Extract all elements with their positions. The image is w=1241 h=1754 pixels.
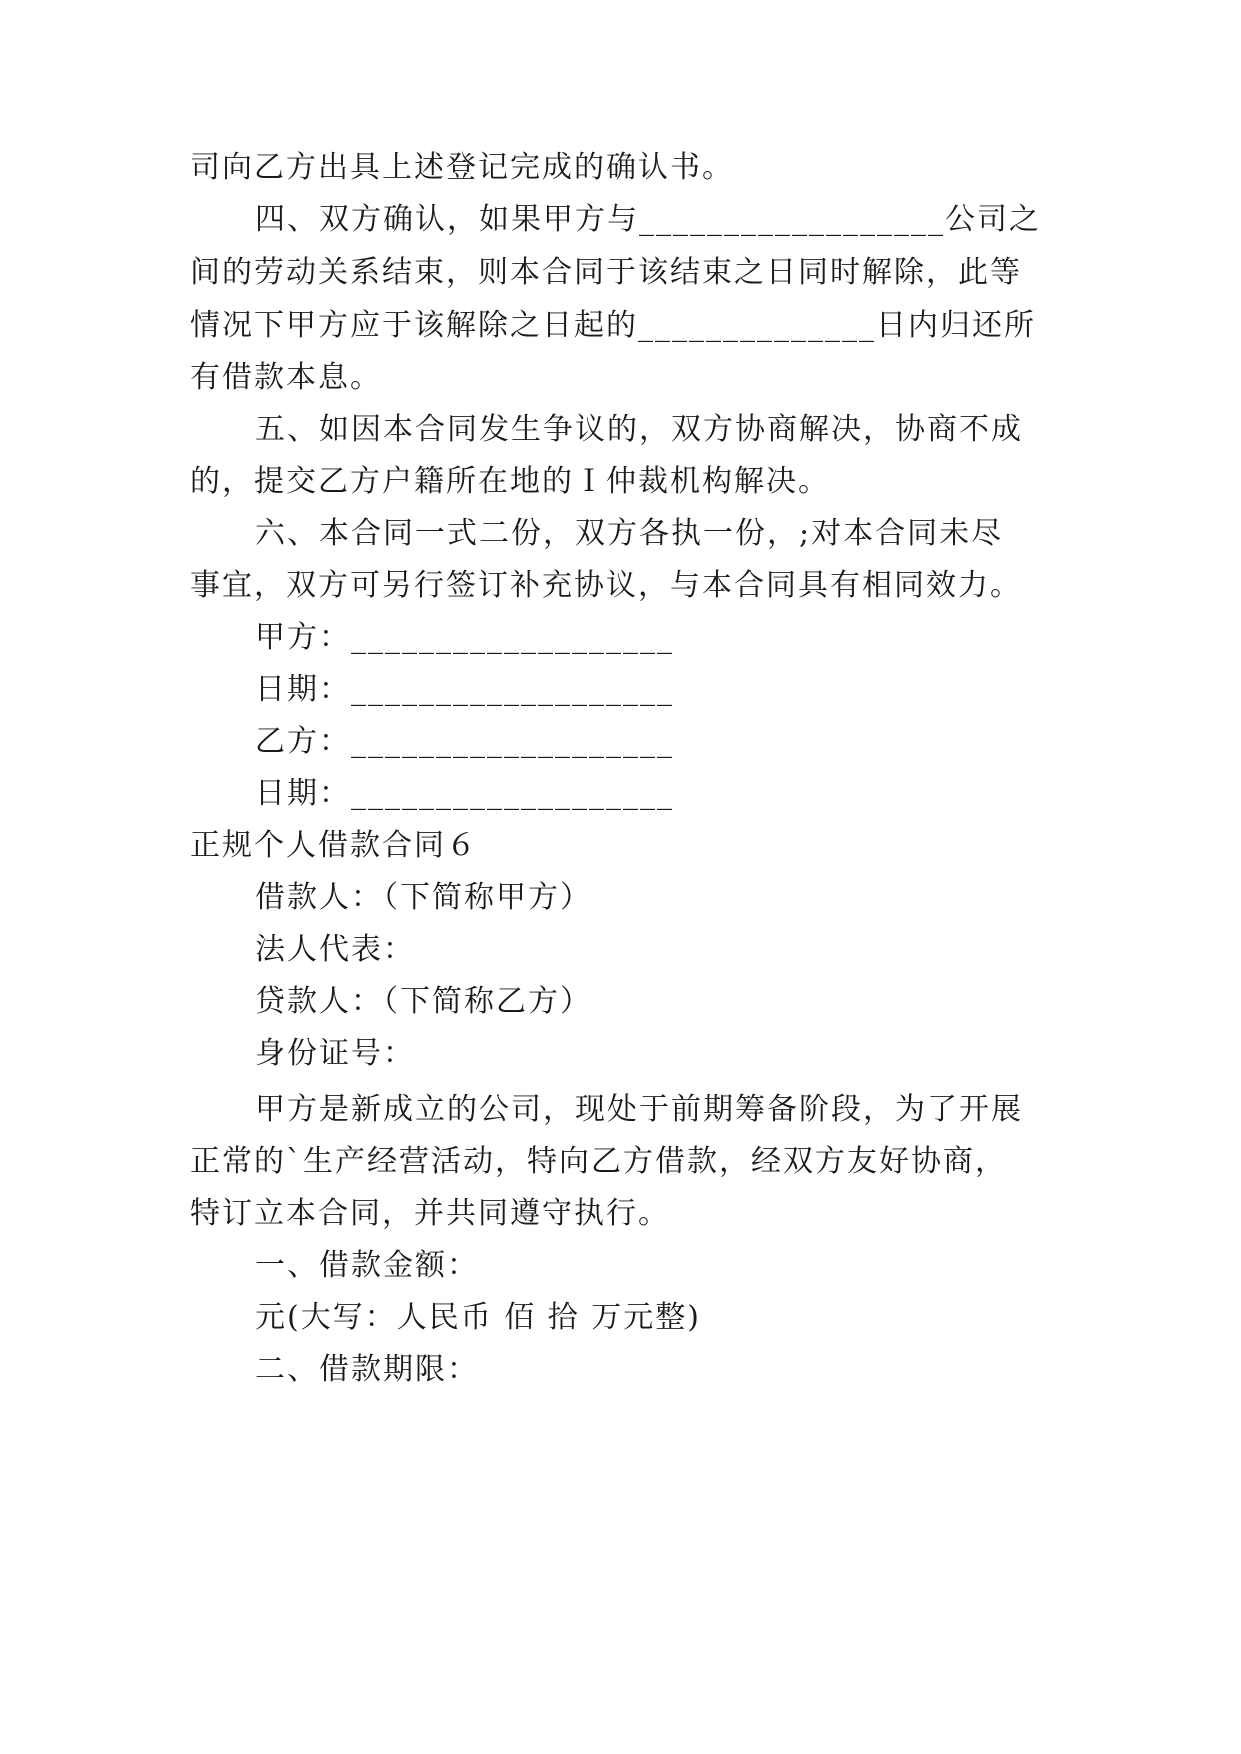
field-borrower: 借款人：（下简称甲方） [255, 880, 592, 915]
paragraph-line: 的，提交乙方户籍所在地的Ｉ仲裁机构解决。 [190, 464, 830, 499]
signature-line-party-b: 乙方：___________________ [255, 724, 674, 759]
clause-heading: 一、借款金额： [255, 1248, 479, 1283]
paragraph-line: 司向乙方出具上述登记完成的确认书。 [190, 150, 734, 185]
paragraph-line: 特订立本合同，并共同遵守执行。 [190, 1196, 670, 1231]
field-legal-representative: 法人代表： [255, 932, 415, 967]
clause-heading: 二、借款期限： [255, 1352, 479, 1387]
field-lender: 贷款人：（下简称乙方） [255, 984, 592, 1019]
paragraph-line: 五、如因本合同发生争议的，双方协商解决，协商不成 [255, 412, 1023, 447]
paragraph-line: 甲方是新成立的公司，现处于前期筹备阶段，为了开展 [255, 1092, 1023, 1127]
paragraph-line: 情况下甲方应于该解除之日起的______________日内归还所 [190, 308, 1036, 343]
paragraph-line: 间的劳动关系结束，则本合同于该结束之日同时解除，此等 [190, 255, 1022, 290]
signature-line-date: 日期：___________________ [255, 776, 674, 811]
paragraph-line: 正常的`生产经营活动，特向乙方借款，经双方友好协商， [190, 1144, 1007, 1179]
paragraph-line: 有借款本息。 [190, 360, 382, 395]
paragraph-line: 事宜，双方可另行签订补充协议，与本合同具有相同效力。 [190, 568, 1022, 603]
amount-line: 元(大写：人民币 佰 拾 万元整) [255, 1300, 702, 1335]
paragraph-line: 六、本合同一式二份，双方各执一份，;对本合同未尽 [255, 516, 1004, 551]
signature-line-date: 日期：___________________ [255, 672, 674, 707]
section-title: 正规个人借款合同６ [190, 828, 478, 863]
paragraph-line: 四、双方确认，如果甲方与__________________公司之 [255, 202, 1041, 237]
signature-line-party-a: 甲方：___________________ [255, 620, 674, 655]
field-id-number: 身份证号： [255, 1036, 415, 1071]
